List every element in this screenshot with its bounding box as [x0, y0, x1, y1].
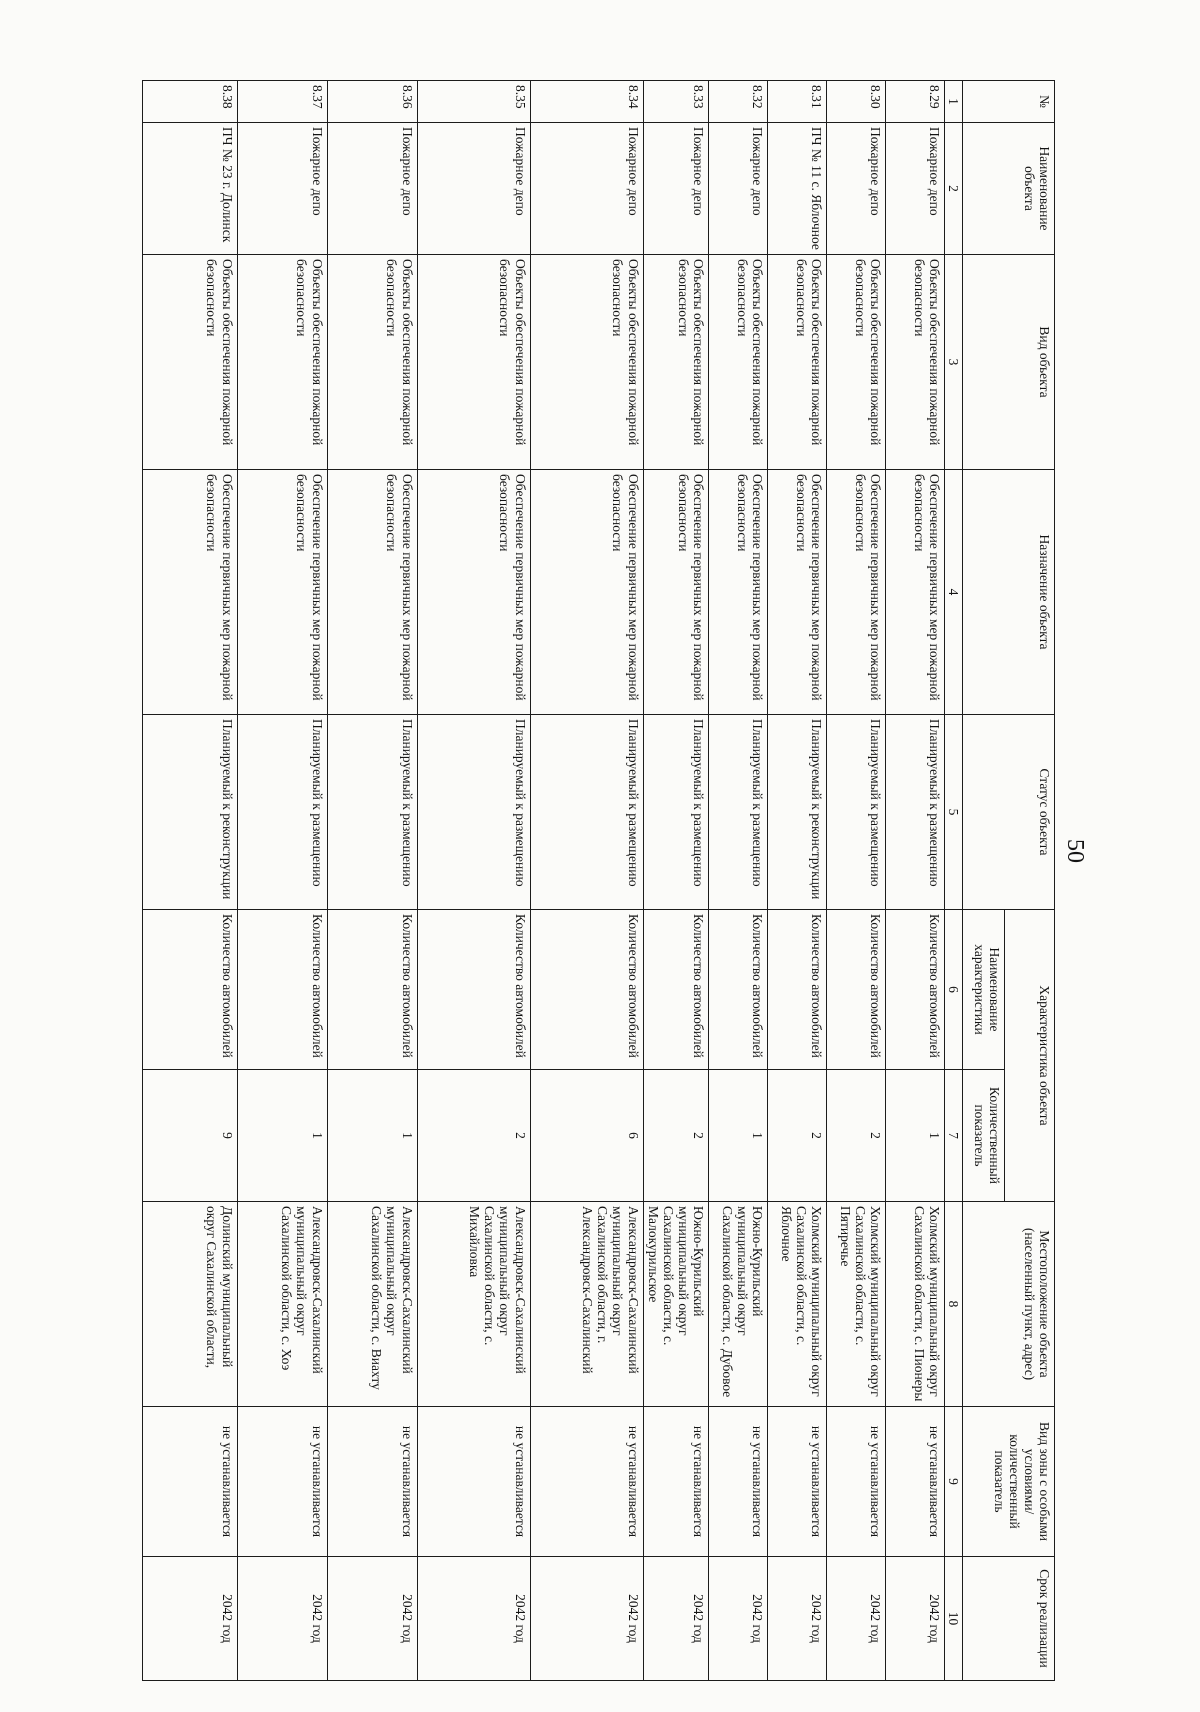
header-zone: Вид зоны с особыми условиями/ количественный показатель	[963, 1407, 1055, 1557]
column-index: 3	[945, 255, 963, 470]
cell-num: 8.31	[768, 81, 827, 123]
cell-num: 8.33	[643, 81, 708, 123]
header-kind: Вид объекта	[963, 255, 1055, 470]
cell-zone: не устанавливается	[417, 1407, 530, 1557]
cell-kind: Объекты обеспечения пожарной безопасности	[709, 255, 768, 470]
cell-zone: не устанавливается	[709, 1407, 768, 1557]
cell-location: Долинский муниципальный округ Сахалинской области,	[142, 1202, 237, 1407]
cell-status: Планируемый к размещению	[237, 715, 327, 910]
cell-char-name: Количество автомобилей	[237, 910, 327, 1070]
cell-term: 2042 год	[886, 1557, 945, 1681]
cell-location: Александровск-Сахалинский муниципальный округ Сахалинской области, с. Виахту	[327, 1202, 417, 1407]
cell-name: Пожарное депо	[827, 123, 886, 255]
cell-purpose: Обеспечение первичных мер пожарной безопасности	[643, 470, 708, 715]
cell-zone: не устанавливается	[327, 1407, 417, 1557]
cell-zone: не устанавливается	[886, 1407, 945, 1557]
table-row	[142, 81, 237, 1681]
header-characteristic: Характеристика объекта	[1005, 910, 1055, 1202]
cell-status: Планируемый к реконструкции	[142, 715, 237, 910]
cell-status: Планируемый к размещению	[709, 715, 768, 910]
cell-location: Холмский муниципальный округ Сахалинской области, с. Яблочное	[768, 1202, 827, 1407]
cell-num: 8.34	[530, 81, 643, 123]
column-index: 4	[945, 470, 963, 715]
cell-purpose: Обеспечение первичных мер пожарной безопасности	[417, 470, 530, 715]
cell-char-value: 2	[643, 1070, 708, 1202]
table-row	[417, 81, 530, 1681]
cell-num: 8.38	[142, 81, 237, 123]
column-index: 6	[945, 910, 963, 1070]
column-index: 1	[945, 81, 963, 123]
cell-term: 2042 год	[643, 1557, 708, 1681]
cell-kind: Объекты обеспечения пожарной безопасности	[886, 255, 945, 470]
cell-char-value: 1	[709, 1070, 768, 1202]
table-row	[709, 81, 768, 1681]
table-row	[827, 81, 886, 1681]
header-num: №	[963, 81, 1055, 123]
column-index-row	[945, 81, 963, 1681]
cell-location: Александровск-Сахалинский муниципальный округ Сахалинской области, с. Хоэ	[237, 1202, 327, 1407]
cell-char-name: Количество автомобилей	[768, 910, 827, 1070]
cell-purpose: Обеспечение первичных мер пожарной безопасности	[886, 470, 945, 715]
cell-term: 2042 год	[237, 1557, 327, 1681]
column-index: 5	[945, 715, 963, 910]
cell-purpose: Обеспечение первичных мер пожарной безопасности	[768, 470, 827, 715]
cell-kind: Объекты обеспечения пожарной безопасности	[417, 255, 530, 470]
cell-purpose: Обеспечение первичных мер пожарной безопасности	[142, 470, 237, 715]
cell-num: 8.32	[709, 81, 768, 123]
cell-kind: Объекты обеспечения пожарной безопасности	[327, 255, 417, 470]
cell-purpose: Обеспечение первичных мер пожарной безопасности	[530, 470, 643, 715]
table-row	[237, 81, 327, 1681]
cell-purpose: Обеспечение первичных мер пожарной безопасности	[237, 470, 327, 715]
cell-name: Пожарное депо	[886, 123, 945, 255]
cell-char-name: Количество автомобилей	[327, 910, 417, 1070]
cell-term: 2042 год	[709, 1557, 768, 1681]
cell-char-value: 1	[327, 1070, 417, 1202]
cell-term: 2042 год	[530, 1557, 643, 1681]
cell-num: 8.29	[886, 81, 945, 123]
cell-char-value: 2	[827, 1070, 886, 1202]
cell-zone: не устанавливается	[768, 1407, 827, 1557]
cell-location: Южно-Курильский муниципальный округ Сахалинской области, с. Малокурильское	[643, 1202, 708, 1407]
cell-num: 8.36	[327, 81, 417, 123]
header-char-value: Количественный показатель	[963, 1070, 1005, 1202]
cell-status: Планируемый к размещению	[417, 715, 530, 910]
header-name: Наименование объекта	[963, 123, 1055, 255]
cell-char-name: Количество автомобилей	[142, 910, 237, 1070]
cell-location: Холмский муниципальный округ Сахалинской области, с. Пионеры	[886, 1202, 945, 1407]
page-number: 50	[1062, 839, 1088, 863]
cell-char-value: 1	[886, 1070, 945, 1202]
cell-term: 2042 год	[417, 1557, 530, 1681]
header-status: Статус объекта	[963, 715, 1055, 910]
cell-name: Пожарное депо	[709, 123, 768, 255]
cell-char-value: 2	[768, 1070, 827, 1202]
column-index: 10	[945, 1557, 963, 1681]
cell-char-value: 9	[142, 1070, 237, 1202]
table-row	[643, 81, 708, 1681]
cell-char-name: Количество автомобилей	[886, 910, 945, 1070]
cell-status: Планируемый к размещению	[886, 715, 945, 910]
cell-name: Пожарное депо	[327, 123, 417, 255]
cell-kind: Объекты обеспечения пожарной безопасности	[827, 255, 886, 470]
cell-kind: Объекты обеспечения пожарной безопасности	[643, 255, 708, 470]
column-index: 7	[945, 1070, 963, 1202]
cell-char-value: 6	[530, 1070, 643, 1202]
cell-name: Пожарное депо	[237, 123, 327, 255]
cell-zone: не устанавливается	[643, 1407, 708, 1557]
cell-status: Планируемый к размещению	[643, 715, 708, 910]
header-purpose: Назначение объекта	[963, 470, 1055, 715]
cell-location: Александровск-Сахалинский муниципальный округ Сахалинской области, г. Александровск-Сахалинский	[530, 1202, 643, 1407]
objects-table	[142, 80, 1055, 1681]
table-row	[530, 81, 643, 1681]
cell-kind: Объекты обеспечения пожарной безопасности	[768, 255, 827, 470]
cell-char-name: Количество автомобилей	[417, 910, 530, 1070]
cell-kind: Объекты обеспечения пожарной безопасности	[142, 255, 237, 470]
cell-location: Холмский муниципальный округ Сахалинской области, с. Пятиречье	[827, 1202, 886, 1407]
header-char-name: Наименование характеристики	[963, 910, 1005, 1070]
table-row	[886, 81, 945, 1681]
cell-zone: не устанавливается	[237, 1407, 327, 1557]
cell-name: ПЧ № 23 г. Долинск	[142, 123, 237, 255]
cell-term: 2042 год	[768, 1557, 827, 1681]
cell-term: 2042 год	[827, 1557, 886, 1681]
cell-status: Планируемый к размещению	[530, 715, 643, 910]
cell-purpose: Обеспечение первичных мер пожарной безопасности	[327, 470, 417, 715]
column-index: 9	[945, 1407, 963, 1557]
cell-zone: не устанавливается	[142, 1407, 237, 1557]
cell-num: 8.37	[237, 81, 327, 123]
table-row	[768, 81, 827, 1681]
table-row	[327, 81, 417, 1681]
cell-name: Пожарное депо	[530, 123, 643, 255]
cell-term: 2042 год	[327, 1557, 417, 1681]
cell-char-value: 2	[417, 1070, 530, 1202]
cell-num: 8.35	[417, 81, 530, 123]
cell-name: ПЧ № 11 с. Яблочное	[768, 123, 827, 255]
cell-num: 8.30	[827, 81, 886, 123]
cell-term: 2042 год	[142, 1557, 237, 1681]
cell-name: Пожарное депо	[643, 123, 708, 255]
column-index: 2	[945, 123, 963, 255]
cell-char-name: Количество автомобилей	[709, 910, 768, 1070]
cell-status: Планируемый к размещению	[327, 715, 417, 910]
table-body	[142, 81, 962, 1681]
cell-name: Пожарное депо	[417, 123, 530, 255]
header-location: Местоположение объекта (населенный пункт, адрес)	[963, 1202, 1055, 1407]
cell-purpose: Обеспечение первичных мер пожарной безопасности	[827, 470, 886, 715]
cell-location: Южно-Курильский муниципальный округ Сахалинской области, с. Дубовое	[709, 1202, 768, 1407]
cell-char-name: Количество автомобилей	[827, 910, 886, 1070]
cell-purpose: Обеспечение первичных мер пожарной безопасности	[709, 470, 768, 715]
cell-char-name: Количество автомобилей	[530, 910, 643, 1070]
cell-zone: не устанавливается	[530, 1407, 643, 1557]
cell-location: Александровск-Сахалинский муниципальный округ Сахалинской области, с. Михайловка	[417, 1202, 530, 1407]
cell-kind: Объекты обеспечения пожарной безопасности	[530, 255, 643, 470]
cell-status: Планируемый к реконструкции	[768, 715, 827, 910]
rotated-page-content	[145, 80, 1055, 1680]
cell-status: Планируемый к размещению	[827, 715, 886, 910]
cell-kind: Объекты обеспечения пожарной безопасности	[237, 255, 327, 470]
cell-char-name: Количество автомобилей	[643, 910, 708, 1070]
cell-zone: не устанавливается	[827, 1407, 886, 1557]
header-term: Срок реализации	[963, 1557, 1055, 1681]
column-index: 8	[945, 1202, 963, 1407]
cell-char-value: 1	[237, 1070, 327, 1202]
